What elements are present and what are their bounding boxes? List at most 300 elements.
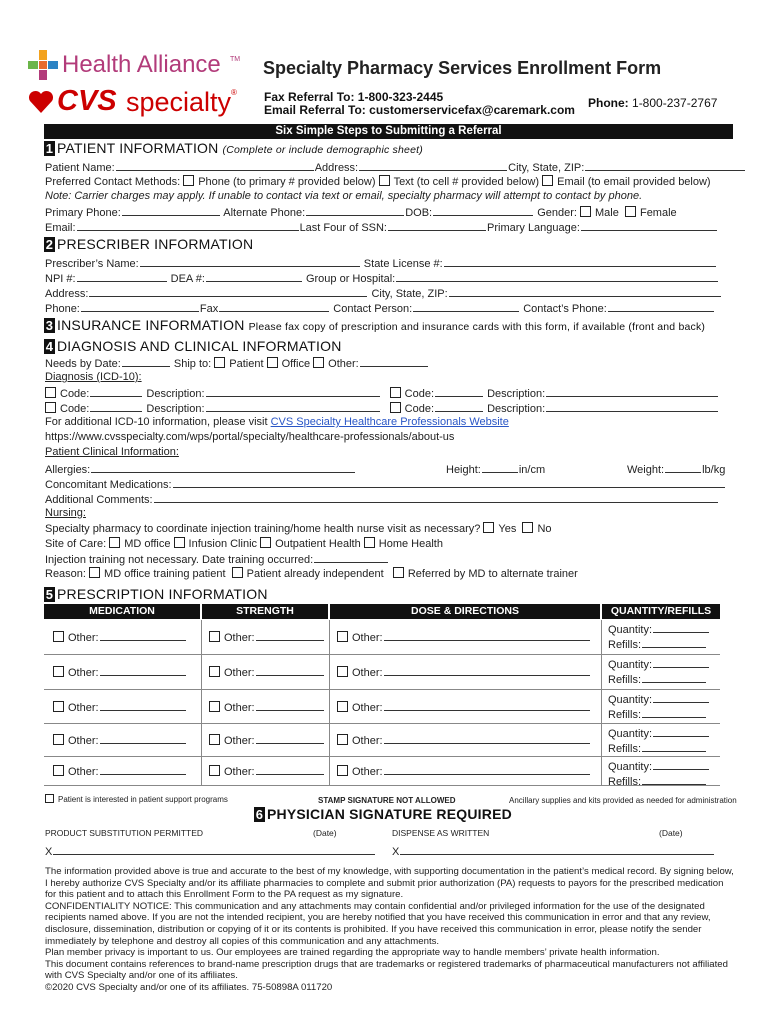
- dose-other-checkbox[interactable]: [337, 765, 348, 776]
- npi-field[interactable]: [77, 271, 167, 282]
- strength-field[interactable]: [256, 764, 324, 775]
- dob-label: DOB:: [405, 207, 433, 219]
- support-programs-label: Patient is interested in patient support programs: [58, 795, 228, 804]
- row-injection-training: [45, 552, 389, 567]
- strength-other-label: Other:: [224, 766, 255, 778]
- diag-1-desc-field[interactable]: [206, 386, 380, 397]
- patient-address-field[interactable]: [359, 160, 507, 171]
- gender-label: Gender:: [537, 207, 577, 219]
- weight-unit: lb/kg: [702, 464, 726, 476]
- column-divider: [601, 620, 602, 654]
- quantity-field[interactable]: [653, 622, 709, 633]
- refills-field[interactable]: [642, 672, 706, 683]
- medication-other-label: Other:: [68, 735, 99, 747]
- contact-person-field[interactable]: [413, 301, 519, 312]
- reason-independent-checkbox[interactable]: [232, 567, 243, 578]
- refills-field[interactable]: [642, 774, 706, 785]
- dose-cell: [337, 630, 591, 645]
- prescriber-city-label: City, State, ZIP:: [371, 288, 448, 300]
- height-unit: in/cm: [518, 464, 546, 476]
- row-reason: [45, 567, 578, 581]
- refills-cell: [608, 637, 707, 652]
- diag-3-code-label: Code:: [60, 403, 90, 415]
- medication-other-checkbox[interactable]: [53, 631, 64, 642]
- medication-cell: [53, 764, 187, 779]
- diag-1-code-label: Code:: [60, 388, 90, 400]
- injection-training-field[interactable]: [314, 552, 388, 563]
- prescriber-city-field[interactable]: [449, 286, 721, 297]
- male-label: Male: [595, 207, 619, 219]
- comments-label: Additional Comments:: [45, 494, 153, 506]
- strength-other-label: Other:: [224, 632, 255, 644]
- patient-name-label: Patient Name:: [45, 162, 115, 174]
- section-1-subtitle: (Complete or include demographic sheet): [222, 144, 423, 156]
- contact-person-label: Contact Person:: [333, 303, 413, 315]
- strength-field[interactable]: [256, 665, 324, 676]
- row-needs-by: [45, 356, 429, 371]
- medication-field[interactable]: [100, 665, 186, 676]
- column-divider: [329, 757, 330, 785]
- section-5-title: PRESCRIPTION INFORMATION: [57, 586, 268, 602]
- diag-1-desc-label: Description:: [146, 388, 205, 400]
- strength-other-label: Other:: [224, 667, 255, 679]
- substitution-x: X: [45, 846, 53, 858]
- row-email: [45, 220, 718, 235]
- diag-4-code-field[interactable]: [435, 401, 483, 412]
- row-icd-info: [45, 416, 509, 429]
- row-diagnosis-1: [45, 386, 719, 401]
- quantity-field[interactable]: [653, 759, 709, 770]
- allergies-label: Allergies:: [45, 464, 91, 476]
- diag-3-desc-field[interactable]: [206, 401, 380, 412]
- contact-email-label: Email (to email provided below): [557, 176, 711, 188]
- dose-other-label: Other:: [352, 702, 383, 714]
- dose-field[interactable]: [384, 665, 590, 676]
- primary-phone-label: Primary Phone:: [45, 207, 121, 219]
- substitution-permitted-label: PRODUCT SUBSTITUTION PERMITTED: [45, 828, 204, 838]
- diag-2-code-label: Code:: [404, 388, 435, 400]
- diag-3-code-field[interactable]: [90, 401, 142, 412]
- refills-cell: [608, 741, 707, 756]
- medication-field[interactable]: [100, 733, 186, 744]
- row-weight: [627, 462, 725, 477]
- quantity-label: Quantity:: [608, 728, 653, 740]
- section-2-heading: [44, 236, 253, 252]
- site-home-health-checkbox[interactable]: [364, 537, 375, 548]
- allergies-field[interactable]: [91, 462, 355, 473]
- col-strength-header: STRENGTH: [202, 604, 328, 619]
- group-field[interactable]: [396, 271, 718, 282]
- contact-phone-checkbox[interactable]: [183, 175, 194, 186]
- column-divider: [201, 724, 202, 756]
- ship-other-field[interactable]: [360, 356, 428, 367]
- steps-bar: Six Simple Steps to Submitting a Referral: [44, 124, 733, 139]
- strength-field[interactable]: [256, 733, 324, 744]
- health-alliance-logo: [28, 50, 243, 82]
- height-field[interactable]: [482, 462, 518, 473]
- refills-label: Refills:: [608, 674, 642, 686]
- nursing-yes-checkbox[interactable]: [483, 522, 494, 533]
- row-patient-name: [45, 160, 746, 175]
- row-prescriber-name: [45, 256, 717, 271]
- specialty-text: specialty: [126, 87, 232, 117]
- column-divider: [201, 757, 202, 785]
- legal-trademarks: This document contains references to brand-name prescription drugs that are trademarks or registered trademarks of pharmaceutical manufacturers not affiliated with CVS Specialty and/or one of its affiliates.: [45, 958, 728, 982]
- concomitant-label: Concomitant Medications:: [45, 479, 172, 491]
- dispense-date-label: (Date): [659, 828, 683, 838]
- site-home-health-label: Home Health: [378, 538, 443, 550]
- strength-field[interactable]: [256, 700, 324, 711]
- strength-other-checkbox[interactable]: [209, 765, 220, 776]
- health-alliance-mark-icon: [28, 50, 58, 80]
- comments-field[interactable]: [154, 492, 718, 503]
- medication-other-label: Other:: [68, 632, 99, 644]
- section-6-number: 6: [255, 807, 264, 822]
- prescriber-phone-field[interactable]: [81, 301, 199, 312]
- diag-4-code-label: Code:: [404, 403, 435, 415]
- column-divider: [201, 655, 202, 689]
- dose-field[interactable]: [384, 700, 590, 711]
- dispense-signature-field[interactable]: [400, 844, 714, 855]
- column-divider: [601, 724, 602, 756]
- row-diagnosis-2: [45, 401, 719, 416]
- refills-cell: [608, 774, 707, 789]
- registered-mark: ®: [231, 88, 237, 97]
- medication-other-checkbox[interactable]: [53, 701, 64, 712]
- strength-other-label: Other:: [224, 735, 255, 747]
- section-1-number: 1: [45, 141, 54, 156]
- dispense-as-written-label: DISPENSE AS WRITTEN: [392, 828, 490, 838]
- quantity-cell: [608, 622, 710, 637]
- concomitant-field[interactable]: [173, 477, 725, 488]
- refills-label: Refills:: [608, 639, 642, 651]
- dea-field[interactable]: [206, 271, 302, 282]
- quantity-label: Quantity:: [608, 761, 653, 773]
- row-npi: [45, 271, 719, 286]
- dose-other-label: Other:: [352, 632, 383, 644]
- quantity-cell: [608, 759, 710, 774]
- site-md-office-label: MD office: [124, 538, 171, 550]
- weight-label: Weight:: [627, 464, 665, 476]
- language-label: Primary Language:: [487, 222, 580, 234]
- strength-other-checkbox[interactable]: [209, 631, 220, 642]
- refills-field[interactable]: [642, 741, 706, 752]
- form-title: Specialty Pharmacy Services Enrollment Form: [263, 58, 662, 78]
- primary-phone-field[interactable]: [122, 205, 220, 216]
- section-3-note: Please fax copy of prescription and insurance cards with this form, if available (front and back): [248, 321, 706, 333]
- diag-2-checkbox[interactable]: [390, 387, 401, 398]
- row-prescriber-phone: [45, 301, 715, 316]
- medication-field[interactable]: [100, 630, 186, 641]
- strength-cell: [209, 733, 325, 748]
- column-divider: [201, 620, 202, 654]
- medication-cell: [53, 630, 187, 645]
- fax-referral: Fax Referral To: 1-800-323-2445: [264, 90, 444, 104]
- diag-2-code-field[interactable]: [435, 386, 483, 397]
- row-height: [446, 462, 545, 477]
- substitution-signature-row: [45, 844, 376, 859]
- diag-4-desc-label: Description:: [487, 403, 546, 415]
- diag-1-checkbox[interactable]: [45, 387, 56, 398]
- reason-independent-label: Patient already independent: [246, 568, 384, 580]
- section-5-heading: [44, 586, 268, 602]
- contact-phone-label: Phone (to primary # provided below): [198, 176, 376, 188]
- site-of-care-label: Site of Care:: [45, 538, 107, 550]
- dose-other-label: Other:: [352, 766, 383, 778]
- column-divider: [601, 757, 602, 785]
- icd-url-text: https://www.cvsspecialty.com/wps/portal/specialty/healthcare-professionals/about-us: [45, 431, 455, 443]
- ship-to-label: Ship to:: [173, 358, 212, 370]
- section-5-number: 5: [45, 587, 54, 602]
- ship-office-checkbox[interactable]: [267, 357, 278, 368]
- strength-cell: [209, 700, 325, 715]
- row-comments: [45, 492, 719, 507]
- nursing-yes-label: Yes: [498, 523, 517, 535]
- prescriber-phone-label: Phone:: [45, 303, 80, 315]
- section-4-heading: [44, 338, 342, 354]
- section-1-title: PATIENT INFORMATION: [57, 140, 219, 156]
- section-6-title: PHYSICIAN SIGNATURE REQUIRED: [267, 806, 512, 822]
- column-divider: [329, 690, 330, 723]
- group-label: Group or Hospital:: [305, 273, 396, 285]
- dose-cell: [337, 733, 591, 748]
- strength-other-checkbox[interactable]: [209, 666, 220, 677]
- medication-cell: [53, 665, 187, 680]
- reason-md-office-checkbox[interactable]: [89, 567, 100, 578]
- nursing-no-checkbox[interactable]: [522, 522, 533, 533]
- medication-cell: [53, 733, 187, 748]
- diagnosis-header: Diagnosis (ICD-10):: [45, 371, 142, 383]
- section-2-title: PRESCRIBER INFORMATION: [57, 236, 254, 252]
- site-outpatient-checkbox[interactable]: [260, 537, 271, 548]
- quantity-field[interactable]: [653, 726, 709, 737]
- height-label: Height:: [446, 464, 481, 476]
- medication-other-label: Other:: [68, 667, 99, 679]
- dose-field[interactable]: [384, 764, 590, 775]
- legal-copyright: ©2020 CVS Specialty and/or one of its affiliates. 75-50898A 011720: [45, 981, 333, 993]
- injection-training-label: Injection training not necessary. Date training occurred:: [45, 554, 314, 566]
- refills-field[interactable]: [642, 637, 706, 648]
- prescriber-address-label: Address:: [45, 288, 89, 300]
- needs-by-field[interactable]: [122, 356, 170, 367]
- section-6-heading: [254, 806, 512, 822]
- contact-methods-label: Preferred Contact Methods:: [45, 176, 181, 188]
- dispense-x: X: [392, 846, 400, 858]
- diag-1-code-field[interactable]: [90, 386, 142, 397]
- cvs-heart-icon: [28, 90, 54, 114]
- section-3-heading: [44, 317, 705, 333]
- dispense-signature-row: [392, 844, 715, 859]
- section-2-number: 2: [45, 237, 54, 252]
- diag-2-desc-field[interactable]: [546, 386, 718, 397]
- strength-cell: [209, 764, 325, 779]
- email-field[interactable]: [77, 220, 299, 231]
- col-medication-header: MEDICATION: [44, 604, 200, 619]
- ship-office-label: Office: [281, 358, 311, 370]
- contacts-phone-field[interactable]: [608, 301, 714, 312]
- prescriber-fax-label: Fax: [199, 303, 219, 315]
- prescriber-fax-field[interactable]: [219, 301, 329, 312]
- strength-cell: [209, 630, 325, 645]
- stamp-not-allowed: STAMP SIGNATURE NOT ALLOWED: [318, 796, 456, 805]
- quantity-label: Quantity:: [608, 624, 653, 636]
- health-alliance-text: Health Alliance: [62, 51, 221, 78]
- column-divider: [329, 655, 330, 689]
- phone-label: Phone:: [588, 96, 629, 110]
- substitution-signature-field[interactable]: [53, 844, 375, 855]
- nursing-question: Specialty pharmacy to coordinate injection training/home health nurse visit as necessary?: [45, 523, 481, 535]
- reason-referred-label: Referred by MD to alternate trainer: [407, 568, 578, 580]
- prescriber-name-label: Prescriber’s Name:: [45, 258, 139, 270]
- medication-other-checkbox[interactable]: [53, 765, 64, 776]
- needs-by-label: Needs by Date:: [45, 358, 121, 370]
- dob-field[interactable]: [433, 205, 533, 216]
- column-divider: [601, 655, 602, 689]
- email-referral: Email Referral To: customerservicefax@caremark.com: [264, 103, 575, 117]
- dose-other-label: Other:: [352, 667, 383, 679]
- section-4-number: 4: [45, 339, 54, 354]
- strength-other-checkbox[interactable]: [209, 701, 220, 712]
- dea-label: DEA #:: [170, 273, 205, 285]
- contact-text-label: Text (to cell # provided below): [393, 176, 540, 188]
- diag-3-checkbox[interactable]: [45, 402, 56, 413]
- dose-field[interactable]: [384, 733, 590, 744]
- quantity-cell: [608, 692, 710, 707]
- reason-md-office-label: MD office training patient: [104, 568, 226, 580]
- substitution-date-label: (Date): [313, 828, 337, 838]
- phone-value: 1-800-237-2767: [632, 96, 718, 110]
- strength-other-label: Other:: [224, 702, 255, 714]
- prescriber-name-field[interactable]: [140, 256, 360, 267]
- dose-other-checkbox[interactable]: [337, 734, 348, 745]
- column-divider: [329, 620, 330, 654]
- col-dose-header: DOSE & DIRECTIONS: [330, 604, 600, 619]
- reason-label: Reason:: [45, 568, 86, 580]
- contact-email-checkbox[interactable]: [542, 175, 553, 186]
- gender-female-checkbox[interactable]: [625, 206, 636, 217]
- quantity-cell: [608, 726, 710, 741]
- patient-city-label: City, State, ZIP:: [508, 162, 585, 174]
- quantity-field[interactable]: [653, 692, 709, 703]
- section-3-number: 3: [45, 318, 54, 333]
- column-divider: [201, 690, 202, 723]
- medication-other-checkbox[interactable]: [53, 734, 64, 745]
- refills-label: Refills:: [608, 743, 642, 755]
- female-label: Female: [639, 207, 677, 219]
- state-license-label: State License #:: [363, 258, 443, 270]
- diag-2-desc-label: Description:: [487, 388, 546, 400]
- section-3-title: INSURANCE INFORMATION: [57, 317, 245, 333]
- site-infusion-label: Infusion Clinic: [188, 538, 258, 550]
- refills-label: Refills:: [608, 709, 642, 721]
- gender-male-checkbox[interactable]: [580, 206, 591, 217]
- quantity-cell: [608, 657, 710, 672]
- refills-cell: [608, 707, 707, 722]
- support-programs-row: [45, 793, 228, 806]
- ssn-field[interactable]: [388, 220, 486, 231]
- support-programs-checkbox[interactable]: [45, 794, 54, 803]
- quantity-field[interactable]: [653, 657, 709, 668]
- icd-website-link[interactable]: CVS Specialty Healthcare Professionals Website: [270, 416, 509, 428]
- health-alliance-tm: TM: [230, 56, 241, 63]
- strength-other-checkbox[interactable]: [209, 734, 220, 745]
- cvs-text: CVS: [57, 85, 117, 117]
- row-allergies: [45, 462, 356, 477]
- medication-other-label: Other:: [68, 766, 99, 778]
- quantity-label: Quantity:: [608, 694, 653, 706]
- section-1-heading: [44, 140, 423, 156]
- prescriber-address-field[interactable]: [89, 286, 367, 297]
- refills-cell: [608, 672, 707, 687]
- medication-cell: [53, 700, 187, 715]
- contact-text-checkbox[interactable]: [379, 175, 390, 186]
- ship-other-checkbox[interactable]: [313, 357, 324, 368]
- legal-authorization: The information provided above is true and accurate to the best of my knowledge, with supporting documentation in the patient’s medical record. By signing below, I hereby authorize CVS Specialty and/or its affiliate pharmacies to complete and submit prior authorization (PA) requests to payors for the prescribed medication for this patient and to attach this Enrollment Form to the PA request as my signature.: [45, 866, 734, 901]
- ship-other-label: Other:: [328, 358, 359, 370]
- refills-field[interactable]: [642, 707, 706, 718]
- npi-label: NPI #:: [45, 273, 76, 285]
- alternate-phone-label: Alternate Phone:: [223, 207, 306, 219]
- alternate-phone-field[interactable]: [306, 205, 404, 216]
- diag-4-desc-field[interactable]: [546, 401, 718, 412]
- medication-other-checkbox[interactable]: [53, 666, 64, 677]
- patient-city-field[interactable]: [585, 160, 745, 171]
- strength-field[interactable]: [256, 630, 324, 641]
- ship-patient-label: Patient: [229, 358, 264, 370]
- language-field[interactable]: [581, 220, 717, 231]
- dose-cell: [337, 764, 591, 779]
- state-license-field[interactable]: [444, 256, 716, 267]
- dose-other-checkbox[interactable]: [337, 666, 348, 677]
- row-site-of-care: [45, 537, 443, 551]
- quantity-label: Quantity:: [608, 659, 653, 671]
- medication-field[interactable]: [100, 700, 186, 711]
- patient-name-field[interactable]: [116, 160, 314, 171]
- medication-field[interactable]: [100, 764, 186, 775]
- row-contact-methods: [45, 175, 711, 189]
- dose-other-checkbox[interactable]: [337, 631, 348, 642]
- row-phones: [45, 205, 677, 220]
- diag-3-desc-label: Description:: [146, 403, 205, 415]
- legal-text: [45, 866, 735, 994]
- ancillary-note: Ancillary supplies and kits provided as needed for administration: [509, 796, 737, 805]
- contacts-phone-label: Contact’s Phone:: [523, 303, 607, 315]
- email-label: Email:: [45, 222, 76, 234]
- clinical-header: Patient Clinical Information:: [45, 446, 179, 458]
- column-divider: [329, 724, 330, 756]
- phone-line: [588, 96, 717, 110]
- dose-other-checkbox[interactable]: [337, 701, 348, 712]
- weight-field[interactable]: [665, 462, 701, 473]
- row-concomitant: [45, 477, 726, 492]
- site-md-office-checkbox[interactable]: [109, 537, 120, 548]
- legal-confidentiality: CONFIDENTIALITY NOTICE: This communication and any attachments may contain confidential and/or privileged information for the use of the designated recipients named above. If you are not the intended recipient, you are hereby notified that you have received this communication in error and that any review, disclosure, dissemination, distribution or copying of it or its contents is prohibited. If you have received this communication in error, please notify the sender immediately by telephone and destroy all copies of this communication and any attachments.: [45, 900, 711, 947]
- ssn-label: Last Four of SSN:: [299, 222, 387, 234]
- reason-referred-checkbox[interactable]: [393, 567, 404, 578]
- diag-4-checkbox[interactable]: [390, 402, 401, 413]
- site-infusion-checkbox[interactable]: [174, 537, 185, 548]
- icd-info-text: For additional ICD-10 information, please visit: [45, 416, 268, 428]
- dose-other-label: Other:: [352, 735, 383, 747]
- carrier-note: Note: Carrier charges may apply. If unable to contact via text or email, specialty pharmacy will attempt to contact by phone.: [45, 190, 643, 202]
- site-outpatient-label: Outpatient Health: [275, 538, 361, 550]
- refills-label: Refills:: [608, 776, 642, 788]
- legal-privacy: Plan member privacy is important to us. Our employees are trained regarding the appropriate way to handle members’ private health information.: [45, 947, 660, 959]
- nursing-header: Nursing:: [45, 507, 86, 519]
- dose-field[interactable]: [384, 630, 590, 641]
- dose-cell: [337, 665, 591, 680]
- ship-patient-checkbox[interactable]: [214, 357, 225, 368]
